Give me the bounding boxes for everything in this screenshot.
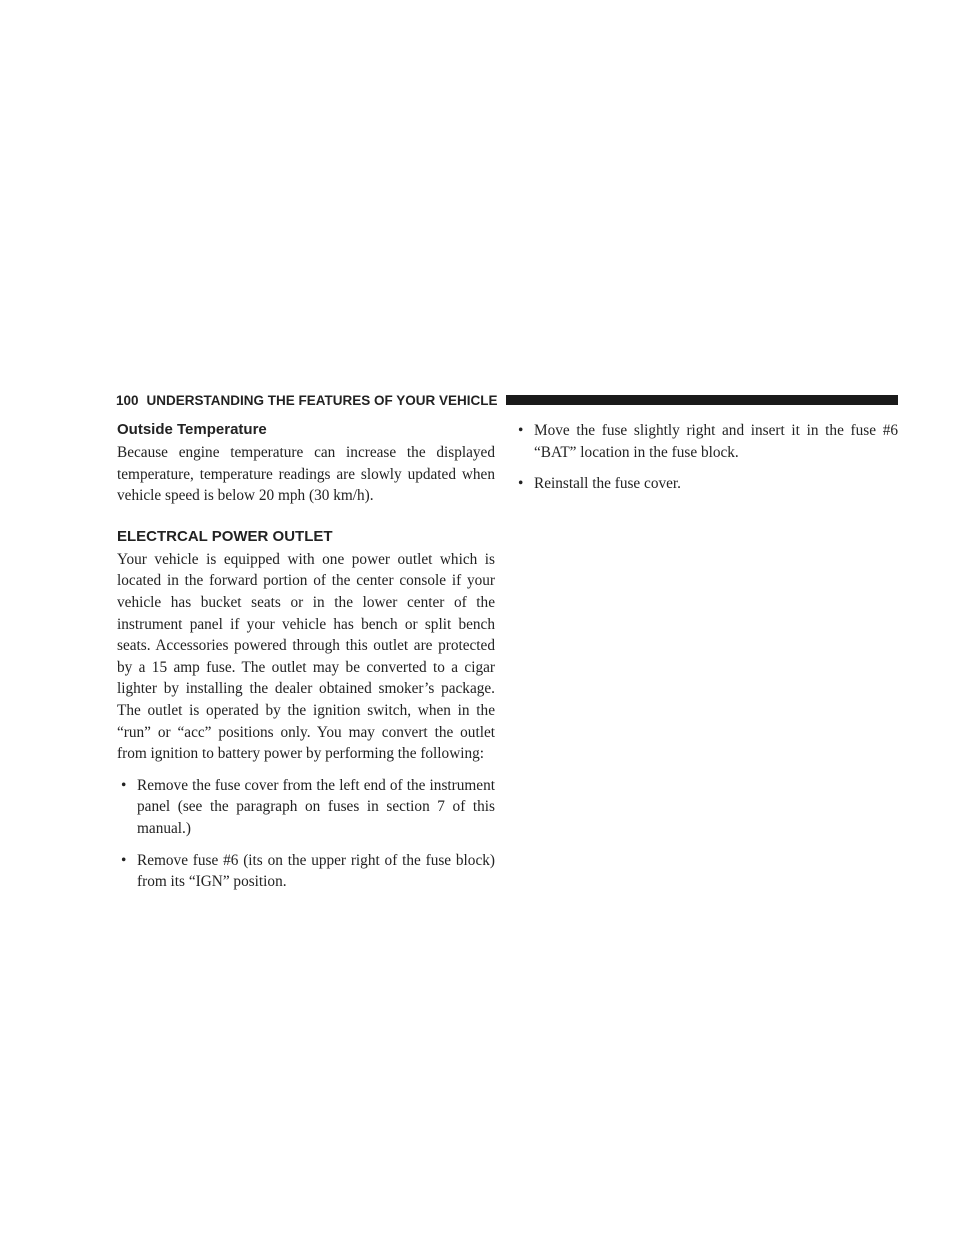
bullet-list-right — [514, 420, 898, 495]
list-item-text: Move the fuse slightly right and insert it in the fuse #6 “BAT” location in the fuse block. — [534, 422, 898, 461]
heading-outside-temperature: Outside Temperature — [117, 421, 267, 438]
bullet-icon: • — [518, 475, 524, 493]
bullet-list-left — [117, 775, 495, 893]
right-column — [514, 420, 898, 505]
list-item — [117, 850, 495, 893]
page-header — [116, 391, 898, 409]
bullet-icon: • — [518, 422, 524, 439]
list-item — [514, 473, 898, 495]
list-item — [514, 420, 898, 463]
list-item-text: Reinstall the fuse cover. — [534, 475, 681, 493]
bullet-icon: • — [121, 776, 127, 794]
paragraph-outside-temperature: Because engine temperature can increase the displayed temperature, temperature readings are slowly updated when vehicle speed is below 20 mph (30 km/h). — [117, 444, 495, 505]
heading-power-outlet: ELECTRCAL POWER OUTLET — [117, 527, 333, 545]
list-item-text: Remove fuse #6 (its on the upper right of the fuse block) from its “IGN” position. — [137, 851, 495, 891]
section-title: UNDERSTANDING THE FEATURES OF YOUR VEHICLE — [146, 392, 498, 408]
list-item — [117, 775, 495, 840]
list-item-text: Remove the fuse cover from the left end of the instrument panel (see the paragraph on fuses in section 7 of this manual.) — [137, 776, 495, 837]
paragraph-power-outlet: Your vehicle is equipped with one power outlet which is located in the forward portion of the center console if your vehicle has bucket seats or in the lower center of the instrument panel if your vehicle has bench or split bench seats. Accessories powered through this outlet are protected by a 15 amp fuse. The outlet may be converted to a cigar lighter by installing the dealer obtained smoker’s package. The outlet is operated by the ignition switch, when in the “run” or “acc” positions only. You may convert the outlet from ignition to battery power by performing the following: — [117, 550, 495, 763]
bullet-icon: • — [121, 851, 127, 869]
left-column — [117, 420, 495, 903]
page-number: 100 — [116, 392, 139, 408]
header-rule — [506, 395, 898, 405]
